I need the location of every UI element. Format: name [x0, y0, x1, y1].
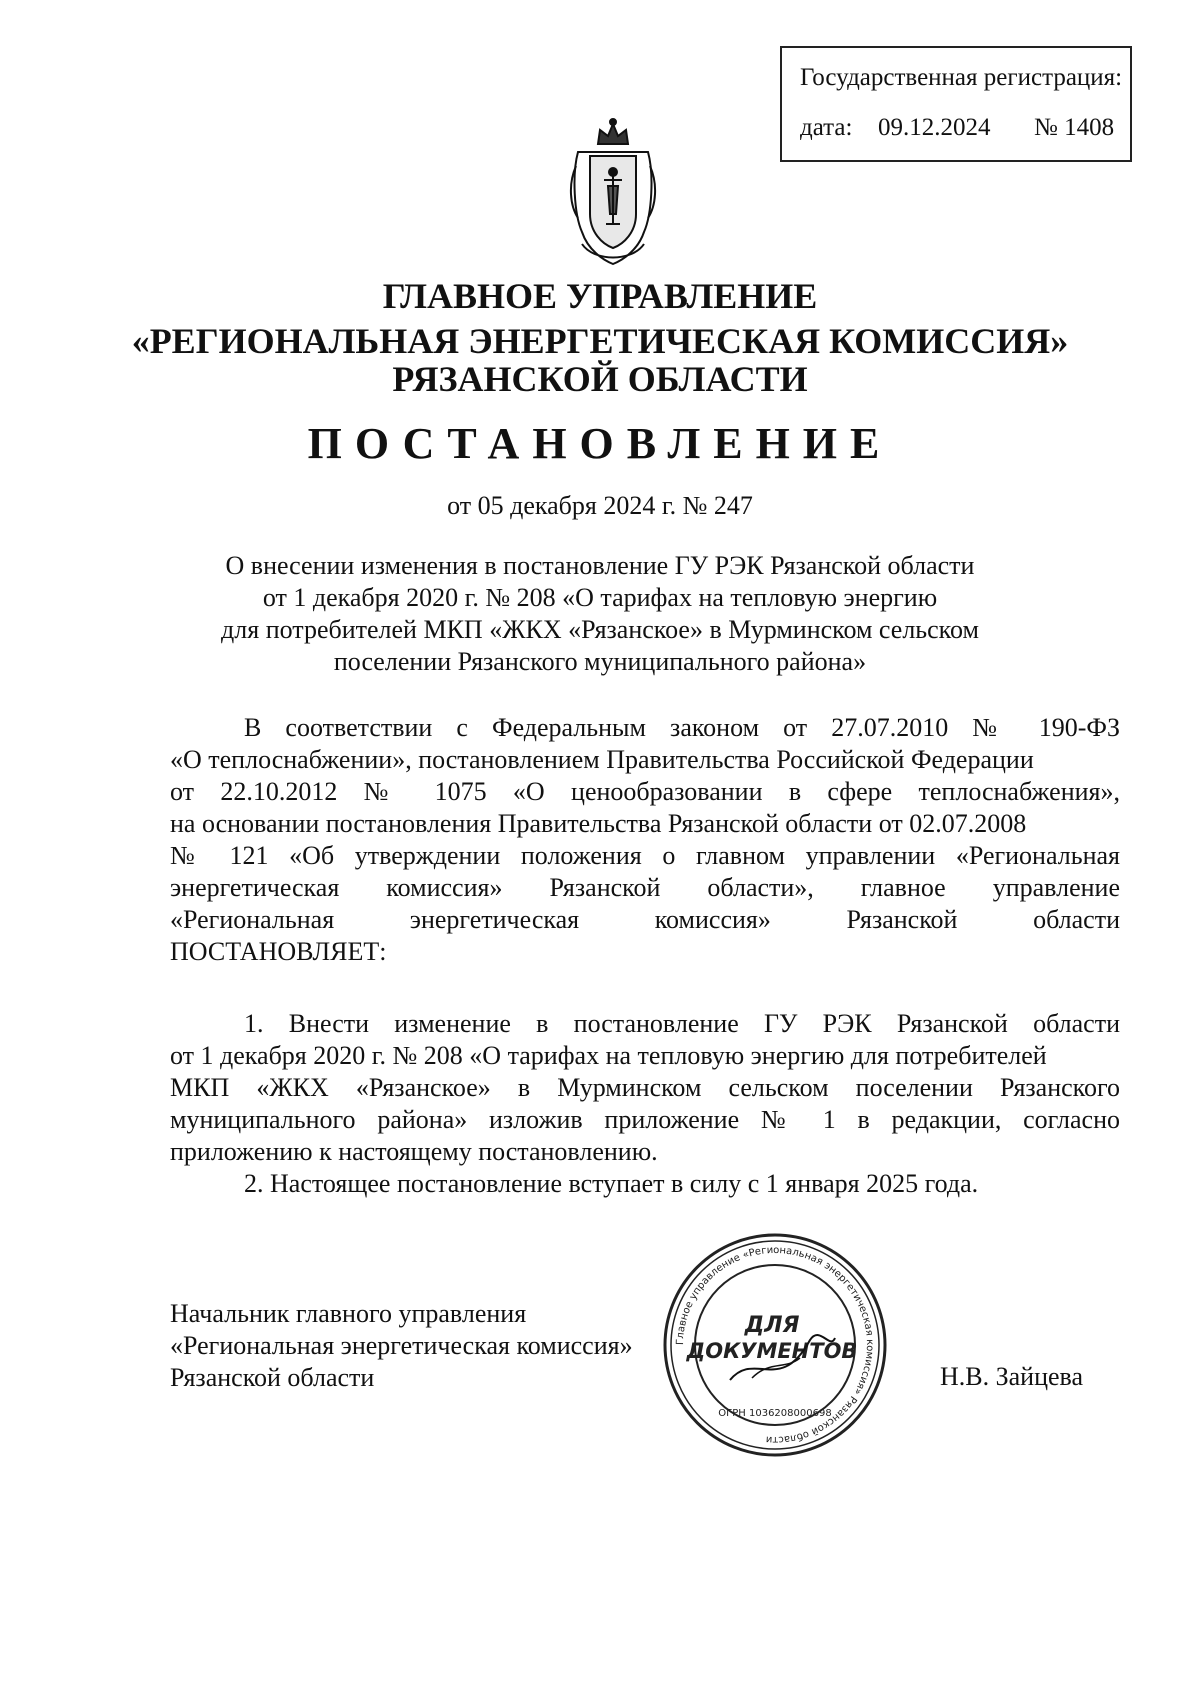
registration-date-label: дата: — [800, 114, 853, 141]
stamp-center-line-2: ДОКУМЕНТОВ — [686, 1339, 858, 1363]
registration-box — [780, 46, 1132, 162]
document-date-number: от 05 декабря 2024 г. № 247 — [447, 491, 753, 520]
signatory-name: Н.В. Зайцева — [940, 1362, 1084, 1391]
registration-number: № 1408 — [1034, 114, 1115, 141]
subject-line: для потребителей МКП «ЖКХ «Рязанское» в Мурминском сельском — [221, 615, 979, 644]
signatory-position — [170, 1298, 633, 1394]
document-subject — [180, 550, 1020, 678]
preamble-line: на основании постановления Правительства Рязанской области от 02.07.2008 — [170, 809, 1027, 838]
stamp-ogrn: ОГРН 1036208000698 — [718, 1408, 832, 1419]
stamp-outer-text-path: Главное управление «Региональная энергетическая комиссия» Рязанской области — [674, 1244, 876, 1446]
preamble-paragraph — [170, 712, 1120, 968]
subject-line: О внесении изменения в постановление ГУ РЭК Рязанской области — [225, 551, 975, 580]
preamble-line: «О теплоснабжении», постановлением Правительства Российской Федерации — [170, 745, 1034, 774]
document-type-title: ПОСТАНОВЛЕНИЕ — [307, 419, 893, 468]
coat-of-arms-icon — [568, 114, 658, 272]
preamble-line: «Региональная энергетическая комиссия» Рязанской области — [170, 905, 1120, 934]
subject-line: от 1 декабря 2020 г. № 208 «О тарифах на тепловую энергию — [262, 583, 938, 612]
signatory-position-line: «Региональная энергетическая комиссия» — [170, 1331, 633, 1360]
preamble-line: энергетическая комиссия» Рязанской области», главное управление — [170, 873, 1120, 902]
item-line: 2. Настоящее постановление вступает в силу с 1 января 2025 года. — [244, 1169, 979, 1198]
subject-line: поселении Рязанского муниципального района» — [333, 647, 867, 676]
official-stamp — [660, 1230, 890, 1460]
agency-name-line-1: ГЛАВНОЕ УПРАВЛЕНИЕ — [382, 276, 818, 316]
item-line: приложению к настоящему постановлению. — [170, 1137, 658, 1166]
preamble-line: ПОСТАНОВЛЯЕТ: — [170, 937, 387, 966]
registration-date: 09.12.2024 — [878, 114, 991, 141]
registration-title: Государственная регистрация: — [800, 64, 1123, 91]
preamble-line: В соответствии с Федеральным законом от 27.07.2010 № 190-ФЗ — [244, 713, 1120, 742]
preamble-line: № 121 «Об утверждении положения о главном управлении «Региональная — [170, 841, 1120, 870]
item-line: муниципального района» изложив приложение № 1 в редакции, согласно — [170, 1105, 1120, 1134]
preamble-line: от 22.10.2012 № 1075 «О ценообразовании в сфере теплоснабжения», — [170, 777, 1120, 806]
agency-name-line-3: РЯЗАНСКОЙ ОБЛАСТИ — [392, 359, 808, 399]
resolution-items — [170, 1008, 1120, 1200]
signatory-position-line: Рязанской области — [170, 1363, 375, 1392]
stamp-center-line-1: ДЛЯ — [744, 1313, 800, 1338]
item-line: МКП «ЖКХ «Рязанское» в Мурминском сельском поселении Рязанского — [170, 1073, 1120, 1102]
signatory-position-line: Начальник главного управления — [170, 1299, 527, 1328]
agency-name-line-2: «РЕГИОНАЛЬНАЯ ЭНЕРГЕТИЧЕСКАЯ КОМИССИЯ» — [131, 321, 1069, 361]
item-line: 1. Внести изменение в постановление ГУ РЭК Рязанской области — [244, 1009, 1120, 1038]
item-line: от 1 декабря 2020 г. № 208 «О тарифах на тепловую энергию для потребителей — [170, 1041, 1047, 1070]
